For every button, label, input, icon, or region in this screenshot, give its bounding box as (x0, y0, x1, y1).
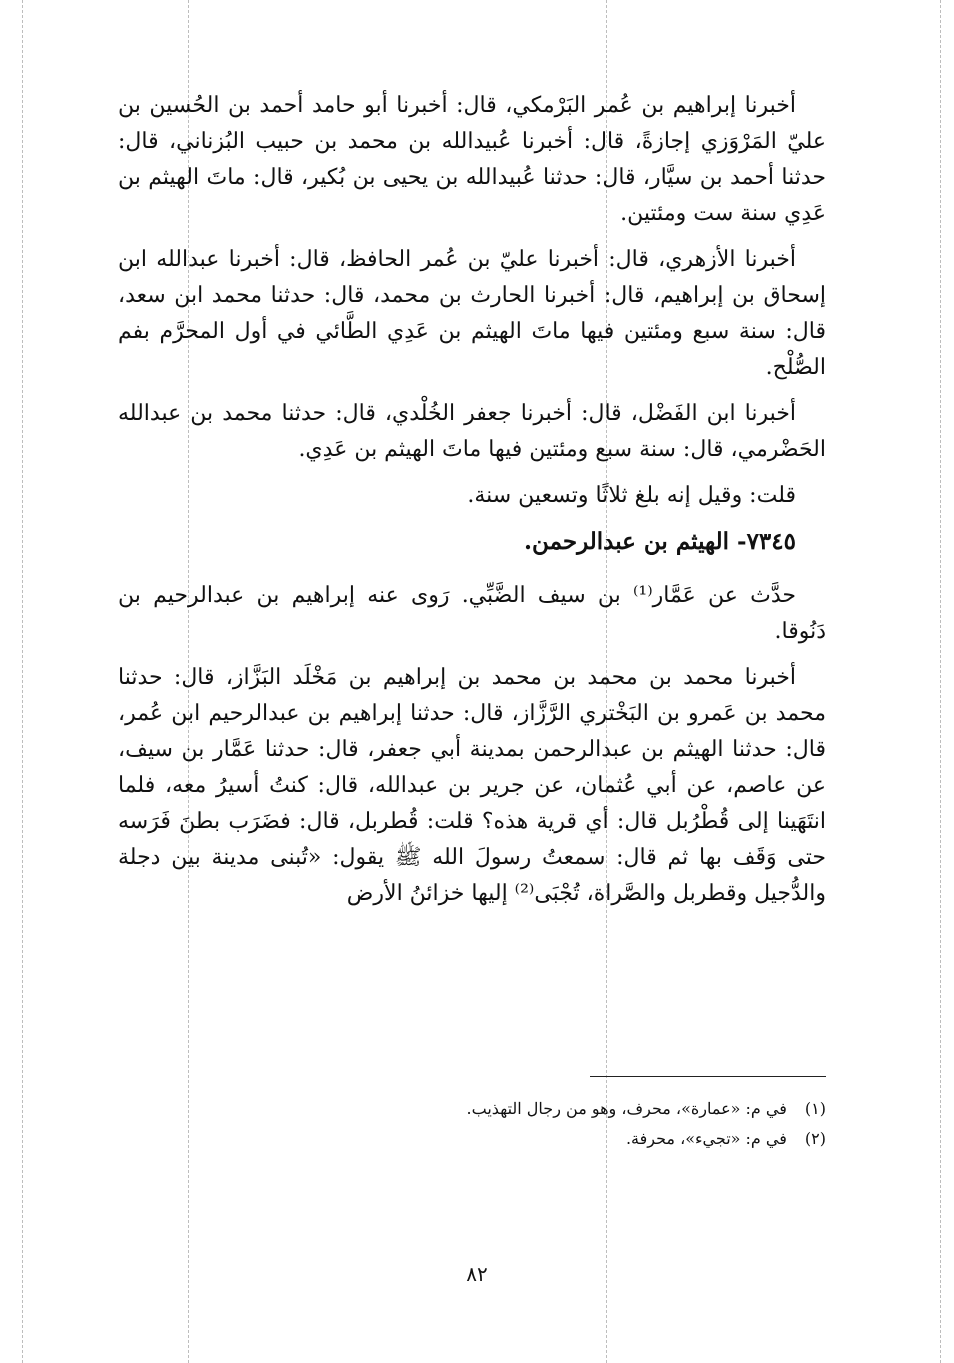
entry-heading: ٧٣٤٥- الهيثم بن عبدالرحمن. (524, 528, 796, 555)
paragraph: أخبرنا محمد بن محمد بن محمد بن إبراهيم بن مَخْلَد البَزَّاز، قال: حدثنا محمد بن عَمرو بن البَخْتري الرَّزَّاز، قال: حدثنا إبراهيم بن عبدالرحيم ابن عُمر، قال: حدثنا الهيثم بن عبدالرحمن بمدينة أبي جعفر، قال: حدثنا عَمَّار بن سيف، عن عاصم، عن أبي عُثمان، عن جرير بن عبدالله، قال: كنتُ أسيرُ معه، فلما انتَهَينا إلى قُطْرُبل قال: أي قرية هذه؟ قلت: قُطربل، قال: فضَرَب بطنَ فَرَسه حتى وَقَف بها ثم قال: سمعتُ رسولَ الله ﷺ يقول: «تُبنى مدينة بين دجلة والدُّجيل وقطربل والصَّراة، تُجْبَى⁽²⁾ إليها خزائنُ الأرض (118, 665, 826, 906)
footnote-number: (٢) (804, 1129, 826, 1148)
footnote-text: في م: «عمارة»، محرف، وهو من رجال التهذيب. (466, 1099, 787, 1118)
scan-guide-line (22, 0, 23, 1363)
scan-guide-line (940, 0, 941, 1363)
page-body (118, 88, 826, 922)
footnotes (300, 1094, 826, 1154)
footnote-text: في م: «تجيء»، محرفة. (625, 1129, 787, 1148)
footnote (300, 1094, 826, 1124)
paragraph: قلت: وقيل إنه بلغ ثلاثًا وتسعين سنة. (467, 483, 796, 508)
paragraph: حدَّث عن عَمَّار⁽¹⁾ بن سيف الضَّبِّي. رَوى عنه إبراهيم بن عبدالرحيم بن دَنُوقا. (118, 583, 826, 644)
paragraph: أخبرنا إبراهيم بن عُمر البَرْمكي، قال: أخبرنا أبو حامد أحمد بن الحُسين بن عليّ المَرْوَزي إجازةً، قال: أخبرنا عُبيدالله بن محمد بن حبيب البُزناني، قال: حدثنا أحمد بن سيَّار، قال: حدثنا عُبيدالله بن يحيى بن بُكير، قال: ماتَ الهيثم بن عَدِي سنة ست ومئتين. (118, 93, 826, 226)
footnote-separator (590, 1076, 826, 1077)
footnote (300, 1124, 826, 1154)
footnote-number: (١) (804, 1099, 826, 1118)
page-number: ٨٢ (466, 1262, 488, 1286)
paragraph: أخبرنا ابن الفَضْل، قال: أخبرنا جعفر الخُلْدي، قال: حدثنا محمد بن عبدالله الحَضْرمي، قال: سنة سبع ومئتين فيها ماتَ الهيثم بن عَدِي. (118, 401, 826, 462)
paragraph: أخبرنا الأزهري، قال: أخبرنا عليّ بن عُمر الحافظ، قال: أخبرنا عبدالله ابن إسحاق بن إبراهيم، قال: أخبرنا الحارث بن محمد، قال: حدثنا محمد ابن سعد، قال: سنة سبع ومئتين فيها ماتَ الهيثم بن عَدِي الطَّائي في أول المحرَّم بفم الصُّلْح. (118, 247, 826, 380)
